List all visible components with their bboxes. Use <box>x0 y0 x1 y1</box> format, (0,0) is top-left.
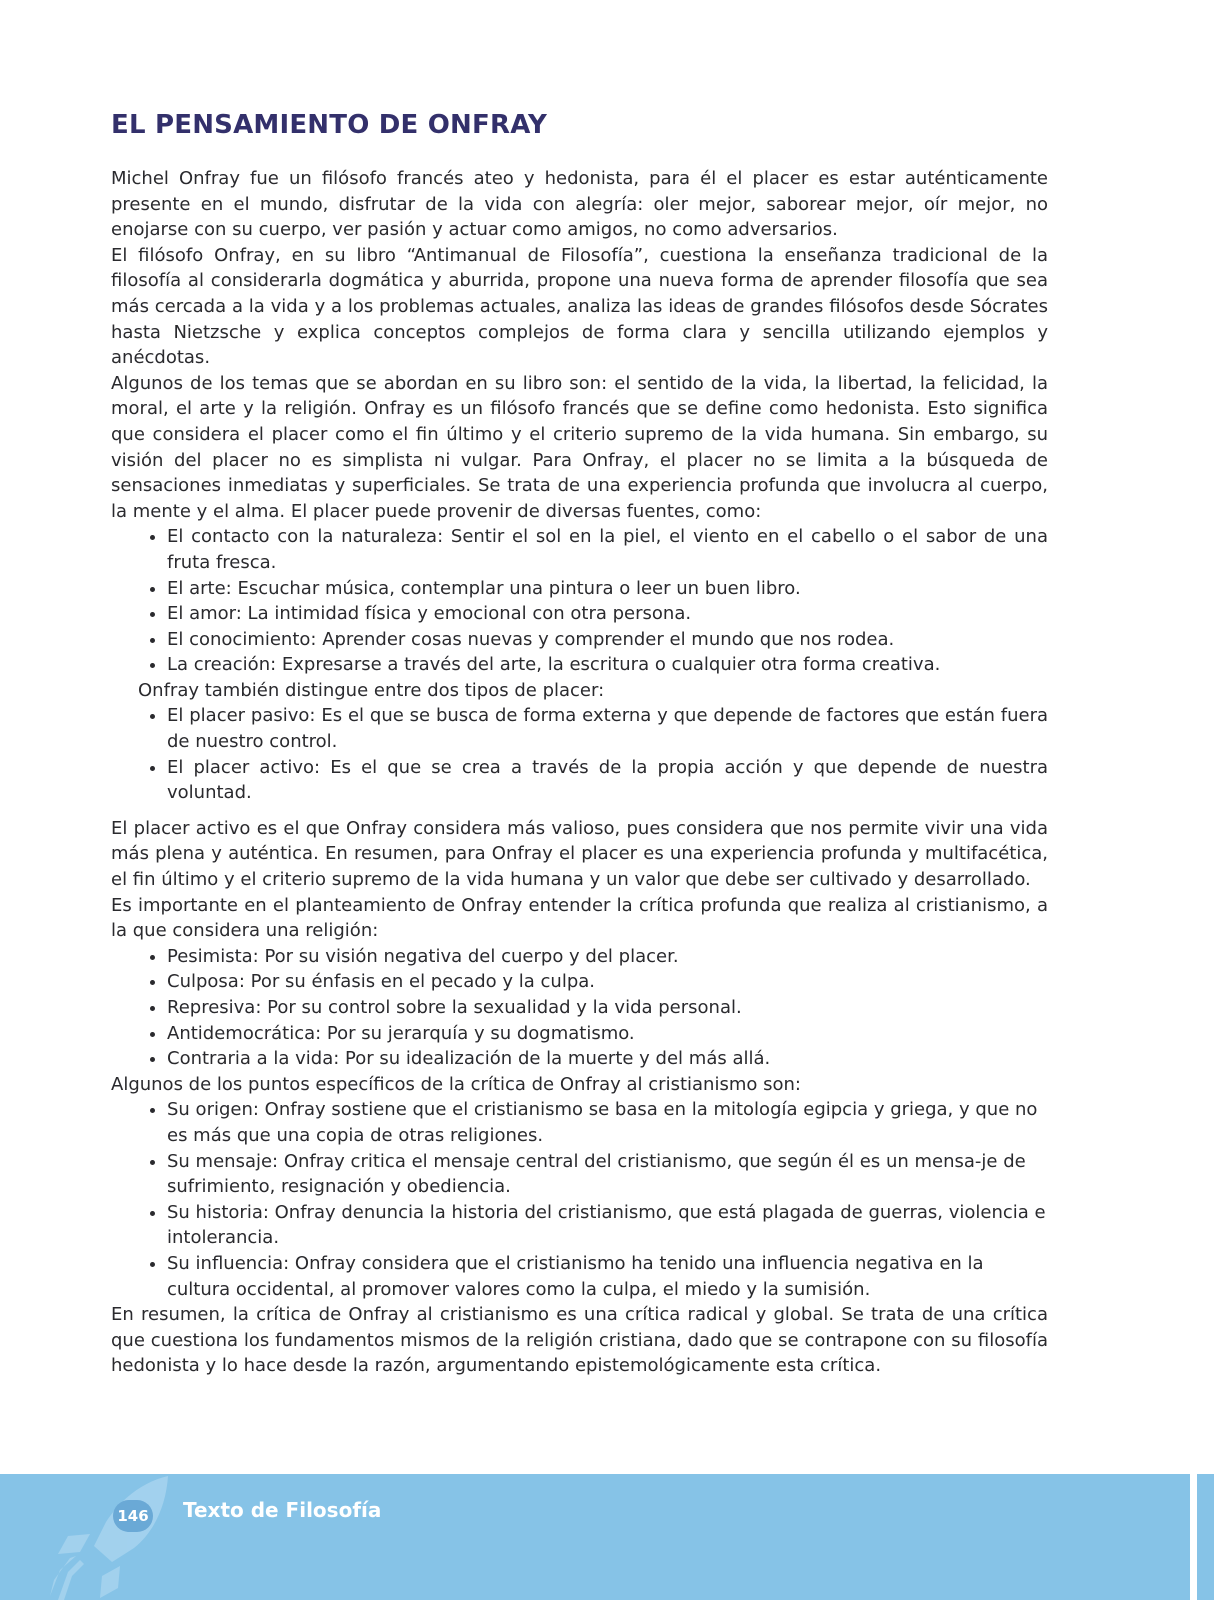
list-item: • Su origen: Onfray sostiene que el cristianismo se basa en la mitología egipcia y griega, y que no es más que una copia de otras religiones. <box>167 1097 1048 1148</box>
paragraph-critique-points-intro: Algunos de los puntos específicos de la crítica de Onfray al cristianismo son: <box>111 1073 801 1095</box>
list-item: • Pesimista: Por su visión negativa del cuerpo y del placer. <box>167 944 1048 970</box>
paragraph-active-pleasure: El placer activo es el que Onfray considera más valioso, pues considera que nos permite vivir una vida más plena y auténtica. En resumen, para Onfray el placer es una experiencia profunda y multifacética, el fin último y el criterio supremo de la vida humana y un valor que debe ser cultivado y desarrollado. <box>111 817 1048 891</box>
paragraph-themes: Algunos de los temas que se abordan en su libro son: el sentido de la vida, la libertad, la felicidad, la moral, el arte y la religión. Onfray es un filósofo francés que se define como hedonista. Esto significa que considera el placer como el fin último y el criterio supremo de la vida humana. Sin embargo, su visión del placer no es simplista ni vulgar. Para Onfray, el placer no se limita a la búsqueda de sensaciones inmediatas y superficiales. Se trata de una experiencia profunda que involucra al cuerpo, la mente y el alma. El placer puede provenir de diversas fuentes, como: <box>111 372 1048 522</box>
religion-traits-list <box>111 944 1048 1072</box>
list-item: • El placer activo: Es el que se crea a través de la propia acción y que depende de nuestra voluntad. <box>167 755 1048 806</box>
paragraph-intro: Michel Onfray fue un filósofo francés ateo y hedonista, para él el placer es estar auténticamente presente en el mundo, disfrutar de la vida con alegría: oler mejor, saborear mejor, oír mejor, no enojarse con su cuerpo, ver pasión y actuar como amigos, no como adversarios. <box>111 168 1048 241</box>
page-footer <box>0 1474 1214 1600</box>
page-content <box>111 110 1048 1379</box>
list-item: • El amor: La intimidad física y emocional con otra persona. <box>167 601 1048 627</box>
list-item: • Culposa: Por su énfasis en el pecado y la culpa. <box>167 969 1048 995</box>
list-item: • Su mensaje: Onfray critica el mensaje central del cristianismo, que según él es un mensa-je de sufrimiento, resignación y obediencia. <box>167 1149 1048 1200</box>
list-item: • Antidemocrática: Por su jerarquía y su dogmatismo. <box>167 1021 1048 1047</box>
pleasure-types-list <box>111 703 1048 805</box>
list-item: • La creación: Expresarse a través del arte, la escritura o cualquier otra forma creativa. <box>167 652 1048 678</box>
list-item: • Su influencia: Onfray considera que el cristianismo ha tenido una influencia negativa en la cultura occidental, al promover valores como la culpa, el miedo y la sumisión. <box>167 1251 1048 1302</box>
list-item: • El placer pasivo: Es el que se busca de forma externa y que depende de factores que están fuera de nuestro control. <box>167 703 1048 754</box>
list-item: • El contacto con la naturaleza: Sentir el sol en la piel, el viento en el cabello o el sabor de una fruta fresca. <box>167 524 1048 575</box>
critique-points-list <box>111 1097 1048 1302</box>
page-number: 146 <box>113 1500 153 1532</box>
page-title: EL PENSAMIENTO DE ONFRAY <box>111 110 548 140</box>
paragraph-critique-intro: Es importante en el planteamiento de Onfray entender la crítica profunda que realiza al cristianismo, a la que considera una religión: <box>111 894 1048 942</box>
list-item: • El arte: Escuchar música, contemplar una pintura o leer un buen libro. <box>167 576 1048 602</box>
list-item: • Contraria a la vida: Por su idealización de la muerte y del más allá. <box>167 1046 1048 1072</box>
paragraph-antimanual: El filósofo Onfray, en su libro “Antimanual de Filosofía”, cuestiona la enseñanza tradicional de la filosofía al considerarla dogmática y aburrida, propone una nueva forma de aprender filosofía que sea más cercada a la vida y a los problemas actuales, analiza las ideas de grandes filósofos desde Sócrates hasta Nietzsche y explica conceptos complejos de forma clara y sencilla utilizando ejemplos y anécdotas. <box>111 244 1048 369</box>
list-item: • El conocimiento: Aprender cosas nuevas y comprender el mundo que nos rodea. <box>167 627 1048 653</box>
footer-title: Texto de Filosofía <box>183 1498 382 1522</box>
list-item: • Represiva: Por su control sobre la sexualidad y la vida personal. <box>167 995 1048 1021</box>
pleasure-sources-list <box>111 524 1048 678</box>
paragraph-summary: En resumen, la crítica de Onfray al cristianismo es una crítica radical y global. Se trata de una crítica que cuestiona los fundamentos mismos de la religión cristiana, dado que se contrapone con su filosofía hedonista y lo hace desde la razón, argumentando epistemológicamente esta crítica. <box>111 1304 1048 1377</box>
rocket-icon <box>50 1476 170 1600</box>
footer-edge-strip <box>1190 1474 1197 1600</box>
pleasure-types-intro: Onfray también distingue entre dos tipos de placer: <box>138 679 605 701</box>
list-item: • Su historia: Onfray denuncia la historia del cristianismo, que está plagada de guerras, violencia e intolerancia. <box>167 1200 1048 1251</box>
